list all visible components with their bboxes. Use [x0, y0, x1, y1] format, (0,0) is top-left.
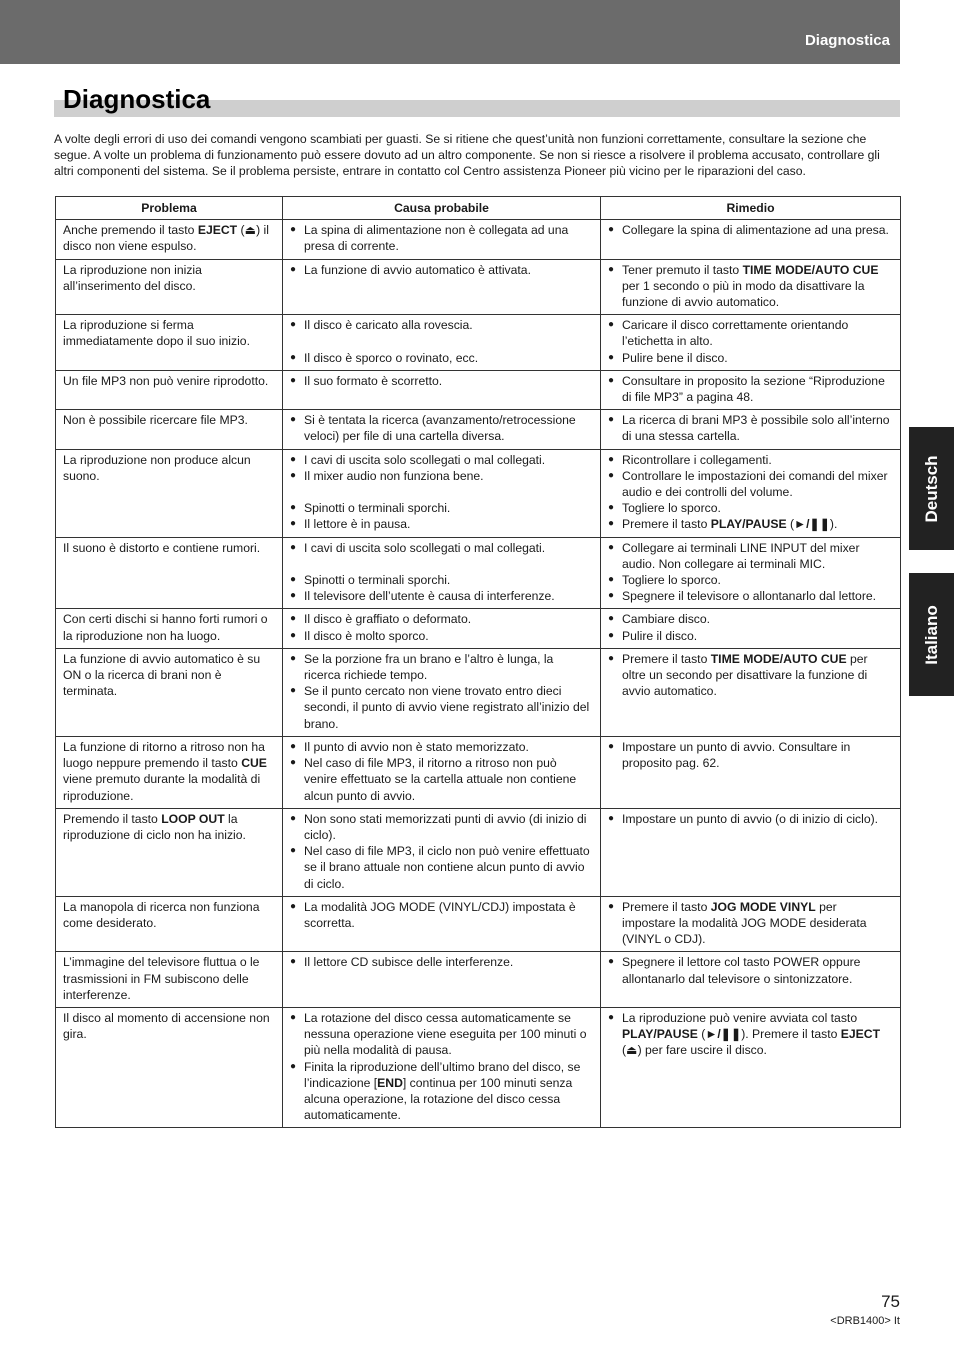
- remedy-item: ● Premere il tasto JOG MODE VINYL per impostare la modalità JOG MODE desiderata (VINYL o CDJ).: [608, 899, 893, 948]
- cause-item: ● La spina di alimentazione non è collegata ad una presa di corrente.: [290, 222, 593, 254]
- problem-cell: L’immagine del televisore fluttua o le trasmissioni in FM subiscono delle interferenze.: [56, 952, 283, 1008]
- cause-cell: [283, 537, 601, 609]
- cause-item: ● Non sono stati memorizzati punti di avvio (di inizio di ciclo).: [290, 811, 593, 843]
- remedy-item: ● Togliere lo sporco.: [608, 572, 893, 588]
- table-row: [56, 808, 901, 896]
- table-row: [56, 449, 901, 537]
- cause-item: ● Nel caso di file MP3, il ciclo non può venire effettuato se il brano attuale non contiene alcun punto di avvio di ciclo.: [290, 843, 593, 892]
- remedy-item: ● Impostare un punto di avvio. Consultare in proposito pag. 62.: [608, 739, 893, 771]
- remedy-item: ● Pulire bene il disco.: [608, 350, 893, 366]
- cause-item: ● Il lettore CD subisce delle interferenze.: [290, 954, 593, 970]
- table-row: [56, 609, 901, 648]
- cause-item: ● Il mixer audio non funziona bene.: [290, 468, 593, 484]
- table-row: [56, 736, 901, 808]
- cause-item: ● Si è tentata la ricerca (avanzamento/retrocessione veloci) per file di una cartella diversa.: [290, 412, 593, 444]
- remedy-item: ● La ricerca di brani MP3 è possibile solo all’interno di una stessa cartella.: [608, 412, 893, 444]
- table-row: [56, 370, 901, 409]
- cause-cell: [283, 896, 601, 952]
- table-row: [56, 410, 901, 449]
- table-row: [56, 952, 901, 1008]
- problem-cell: La riproduzione non inizia all’inserimento del disco.: [56, 259, 283, 315]
- cause-item: ● Il televisore dell’utente è causa di interferenze.: [290, 588, 593, 604]
- problem-cell: Un file MP3 non può venire riprodotto.: [56, 370, 283, 409]
- cause-item: ● I cavi di uscita solo scollegati o mal collegati.: [290, 540, 593, 556]
- cause-item: ● Il lettore è in pausa.: [290, 516, 593, 532]
- tab-deutsch-label: Deutsch: [921, 454, 941, 523]
- cause-item: ● Finita la riproduzione dell’ultimo brano del disco, se l’indicazione [END] continua per 100 minuti senza alcuna operazione, la rotazione del disco cessa automaticamente.: [290, 1059, 593, 1124]
- tab-italiano-label: Italiano: [921, 604, 941, 665]
- remedy-item: ● Premere il tasto TIME MODE/AUTO CUE per oltre un secondo per disattivare la funzione di avvio automatico.: [608, 651, 893, 700]
- cause-item: ● Spinotti o terminali sporchi.: [290, 572, 593, 588]
- table-row: [56, 896, 901, 952]
- cause-cell: [283, 370, 601, 409]
- cause-item: ● La funzione di avvio automatico è attivata.: [290, 262, 593, 278]
- remedy-item: ● La riproduzione può venire avviata col tasto PLAY/PAUSE (►/❚❚). Premere il tasto EJECT (⏏) per fare uscire il disco.: [608, 1010, 893, 1059]
- cause-cell: [283, 315, 601, 371]
- table-row: [56, 259, 901, 315]
- cause-item: ● La rotazione del disco cessa automaticamente se nessuna operazione viene eseguita per 100 minuti o più nella modalità di pausa.: [290, 1010, 593, 1059]
- cause-item: ● Nel caso di file MP3, il ritorno a ritroso non può venire effettuato se la cartella attuale non contiene alcun punto di avvio.: [290, 755, 593, 804]
- remedy-item: ● Spegnere il televisore o allontanarlo dal lettore.: [608, 588, 893, 604]
- header-remedy: Rimedio: [601, 197, 901, 220]
- problem-cell: Premendo il tasto LOOP OUT la riproduzione di ciclo non ha inizio.: [56, 808, 283, 896]
- cause-item: ● Se la porzione fra un brano e l’altro è lunga, la ricerca richiede tempo.: [290, 651, 593, 683]
- cause-cell: [283, 609, 601, 648]
- problem-cell: Anche premendo il tasto EJECT (⏏) il disco non viene espulso.: [56, 220, 283, 259]
- cause-cell: [283, 808, 601, 896]
- cause-item: ● Il disco è molto sporco.: [290, 628, 593, 644]
- cause-cell: [283, 449, 601, 537]
- problem-cell: La funzione di avvio automatico è su ON o la ricerca di brani non è terminata.: [56, 648, 283, 736]
- cause-cell: [283, 736, 601, 808]
- remedy-cell: [601, 449, 901, 537]
- cause-cell: [283, 648, 601, 736]
- remedy-cell: [601, 370, 901, 409]
- page-number: 75: [881, 1292, 900, 1311]
- remedy-item: ● Impostare un punto di avvio (o di inizio di ciclo).: [608, 811, 893, 827]
- table-row: [56, 1007, 901, 1127]
- cause-cell: [283, 952, 601, 1008]
- header-cause: Causa probabile: [283, 197, 601, 220]
- table-header-row: [56, 197, 901, 220]
- remedy-item: ● Collegare ai terminali LINE INPUT del mixer audio. Non collegare ai terminali MIC.: [608, 540, 893, 572]
- problem-cell: La riproduzione non produce alcun suono.: [56, 449, 283, 537]
- tab-deutsch[interactable]: [909, 427, 954, 550]
- problem-cell: Con certi dischi si hanno forti rumori o la riproduzione non ha luogo.: [56, 609, 283, 648]
- remedy-item: ● Caricare il disco correttamente orientando l’etichetta in alto.: [608, 317, 893, 349]
- cause-item: ● Il disco è caricato alla rovescia.: [290, 317, 593, 333]
- cause-item: ● La modalità JOG MODE (VINYL/CDJ) impostata è scorretta.: [290, 899, 593, 931]
- page-title: Diagnostica: [63, 84, 211, 114]
- problem-cell: La funzione di ritorno a ritroso non ha luogo neppure premendo il tasto CUE viene premuto durante la modalità di riproduzione.: [56, 736, 283, 808]
- remedy-cell: [601, 896, 901, 952]
- intro-paragraph: A volte degli errori di uso dei comandi vengono scambiati per guasti. Se si ritiene che quest’unità non funzioni correttamente, consultare la sezione che segue. A volte un problema di funzionamento può essere dovuto ad un altro componente. Se non si riesce a risolvere il problema accusato, controllare gli altri componenti del sistema. Se il problema persiste, entrare in contatto col Centro assistenza Pioneer più vicino per le riparazioni del caso.: [54, 132, 880, 179]
- problem-cell: Il suono è distorto e contiene rumori.: [56, 537, 283, 609]
- cause-cell: [283, 259, 601, 315]
- remedy-item: ● Ricontrollare i collegamenti.: [608, 452, 893, 468]
- remedy-cell: [601, 537, 901, 609]
- cause-cell: [283, 1007, 601, 1127]
- document-code: <DRB1400> It: [830, 1315, 900, 1327]
- remedy-cell: [601, 808, 901, 896]
- remedy-cell: [601, 609, 901, 648]
- cause-item: ● Il disco è sporco o rovinato, ecc.: [290, 350, 593, 366]
- remedy-item: ● Premere il tasto PLAY/PAUSE (►/❚❚).: [608, 516, 893, 532]
- remedy-item: ● Pulire il disco.: [608, 628, 893, 644]
- table-row: [56, 537, 901, 609]
- table-row: [56, 315, 901, 371]
- remedy-cell: [601, 736, 901, 808]
- cause-item: ● Se il punto cercato non viene trovato entro dieci secondi, il punto di avvio viene registrato all’inizio del brano.: [290, 683, 593, 732]
- cause-item: ● Il suo formato è scorretto.: [290, 373, 593, 389]
- problem-cell: Il disco al momento di accensione non gira.: [56, 1007, 283, 1127]
- header-bar: [0, 0, 900, 64]
- remedy-item: ● Controllare le impostazioni dei comandi del mixer audio e dei controlli del volume.: [608, 468, 893, 500]
- remedy-cell: [601, 952, 901, 1008]
- table-row: [56, 220, 901, 259]
- cause-item: ● Il disco è graffiato o deformato.: [290, 611, 593, 627]
- cause-item: ● Spinotti o terminali sporchi.: [290, 500, 593, 516]
- remedy-cell: [601, 648, 901, 736]
- remedy-item: ● Cambiare disco.: [608, 611, 893, 627]
- problem-cell: Non è possibile ricercare file MP3.: [56, 410, 283, 449]
- remedy-cell: [601, 259, 901, 315]
- remedy-item: ● Togliere lo sporco.: [608, 500, 893, 516]
- cause-item: ● I cavi di uscita solo scollegati o mal collegati.: [290, 452, 593, 468]
- remedy-item: ● Tener premuto il tasto TIME MODE/AUTO CUE per 1 secondo o più in modo da disattivare la funzione di avvio automatico.: [608, 262, 893, 311]
- troubleshooting-table: [55, 196, 901, 1128]
- remedy-cell: [601, 220, 901, 259]
- remedy-cell: [601, 410, 901, 449]
- remedy-item: ● Consultare in proposito la sezione “Riproduzione di file MP3” a pagina 48.: [608, 373, 893, 405]
- remedy-cell: [601, 315, 901, 371]
- tab-italiano[interactable]: [909, 573, 954, 696]
- problem-cell: La riproduzione si ferma immediatamente dopo il suo inizio.: [56, 315, 283, 371]
- cause-cell: [283, 220, 601, 259]
- header-problem: Problema: [56, 197, 283, 220]
- header-section-title: Diagnostica: [804, 32, 890, 49]
- problem-cell: La manopola di ricerca non funziona come desiderato.: [56, 896, 283, 952]
- remedy-cell: [601, 1007, 901, 1127]
- cause-cell: [283, 410, 601, 449]
- cause-item: ● Il punto di avvio non è stato memorizzato.: [290, 739, 593, 755]
- remedy-item: ● Spegnere il lettore col tasto POWER oppure allontanarlo dal televisore o sintonizzatore.: [608, 954, 893, 986]
- table-row: [56, 648, 901, 736]
- remedy-item: ● Collegare la spina di alimentazione ad una presa.: [608, 222, 893, 238]
